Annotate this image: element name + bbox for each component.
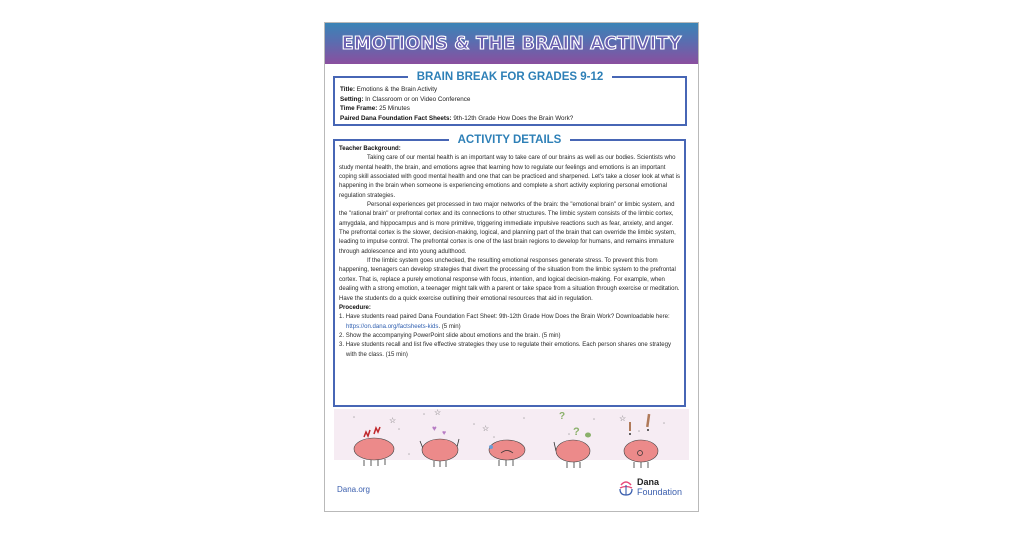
svg-text:♥: ♥ (442, 430, 447, 437)
brain-break-heading: BRAIN BREAK FOR GRADES 9-12 (335, 70, 685, 84)
meta-setting: Setting: In Classroom or on Video Conference (340, 95, 471, 103)
meta-fact-sheets: Paired Dana Foundation Fact Sheets: 9th-12th Grade How Does the Brain Work? (340, 114, 574, 122)
svg-text:?: ? (559, 411, 566, 422)
page-title: EMOTIONS & THE BRAIN ACTIVITY (341, 33, 682, 54)
surprised-brain (619, 414, 658, 468)
dana-org-link[interactable]: Dana.org (337, 485, 370, 494)
meta-title: Title: Emotions & the Brain Activity (340, 86, 438, 93)
paragraph: If the limbic system goes unchecked, the resulting emotional responses generate stress. To prevent this from happening, teenagers can develop strategies that divert the processing of the situation from the limbic system to the prefrontal cortex. That is, replace a purely emotional response with focus, intention, and logical decision-making. For example, when dealing with a strong emotion, a teenager might talk with a parent or take space from a situation through exercise or meditation. Have the students do a quick exercise outlining their emotional resources that aid in regulation. (339, 258, 680, 302)
procedure-step-2: 2. Show the accompanying PowerPoint slide about emotions and the brain. (5 min) (339, 332, 561, 339)
svg-text:☆: ☆ (619, 414, 627, 423)
brain-logo-icon (617, 479, 635, 497)
svg-text:♥: ♥ (432, 424, 437, 433)
logo-line-2: Foundation (637, 486, 683, 497)
title-banner (325, 23, 698, 64)
meta-time-frame: Time Frame: 25 Minutes (340, 105, 410, 113)
paragraph: Taking care of our mental health is an important way to take care of our brains as well as our bodies. Scientists who study mental health, the brain, and emotions agree that learning how to regulate our feelings and emotions is an important coping skill associated with good mental health and one that can be practiced and sharpened. Let's take a closer look at what is happening in the brain when someone is experiencing emotions and complete a short activity exploring personal emotional regulation strategies. (339, 155, 680, 199)
sad-brain (482, 424, 525, 466)
document-page (324, 22, 699, 512)
procedure-step-1: 1. Have students read paired Dana Foundation Fact Sheet: 9th-12th Grade How Does the Brain Work? Downloadable here: https://on.dana.org/factsheets-kids. (5 min) (339, 314, 670, 330)
happy-brain (420, 409, 459, 467)
procedure-step-3: 3. Have students recall and list five effective strategies they use to regulate their emotions. Each person shares one strategy with the class. (15 min) (339, 342, 671, 358)
brain-emotions-illustration (334, 409, 689, 460)
svg-text:☆: ☆ (482, 424, 490, 433)
brain-characters-icon (334, 409, 689, 469)
paragraph: Personal experiences get processed in two major networks of the brain: the "emotional brain" or limbic system, and the "rational brain" or prefrontal cortex and its connections to other structures. The limbic system consists of the limbic cortex, amygdala, and hippocampus and is more primitive, triggering immediate impulsive reactions such as fear, anxiety, and anger. The prefrontal cortex is the slower, decision-making, logical, and planning part of the brain that can override the limbic system, leading to impulse control. The prefrontal cortex is one of the last brain regions to develop for humans, and remains immature through adolescence and into young adulthood. (339, 202, 676, 255)
svg-text:?: ? (573, 426, 580, 438)
dana-foundation-logo[interactable] (617, 478, 682, 497)
logo-line-1: Dana (637, 477, 660, 487)
svg-text:☆: ☆ (434, 409, 442, 417)
factsheets-link[interactable]: https://on.dana.org/factsheets-kids (346, 323, 439, 330)
procedure-heading: Procedure: (339, 304, 371, 311)
activity-details-heading: ACTIVITY DETAILS (335, 133, 684, 147)
angry-brain (354, 416, 396, 466)
teacher-background-heading: Teacher Background: (339, 146, 401, 152)
activity-details-body (339, 145, 680, 360)
brain-break-box (333, 71, 687, 126)
confused-brain (554, 411, 591, 468)
activity-details-box (333, 134, 686, 407)
svg-text:☆: ☆ (389, 416, 397, 425)
activity-meta (340, 85, 573, 123)
